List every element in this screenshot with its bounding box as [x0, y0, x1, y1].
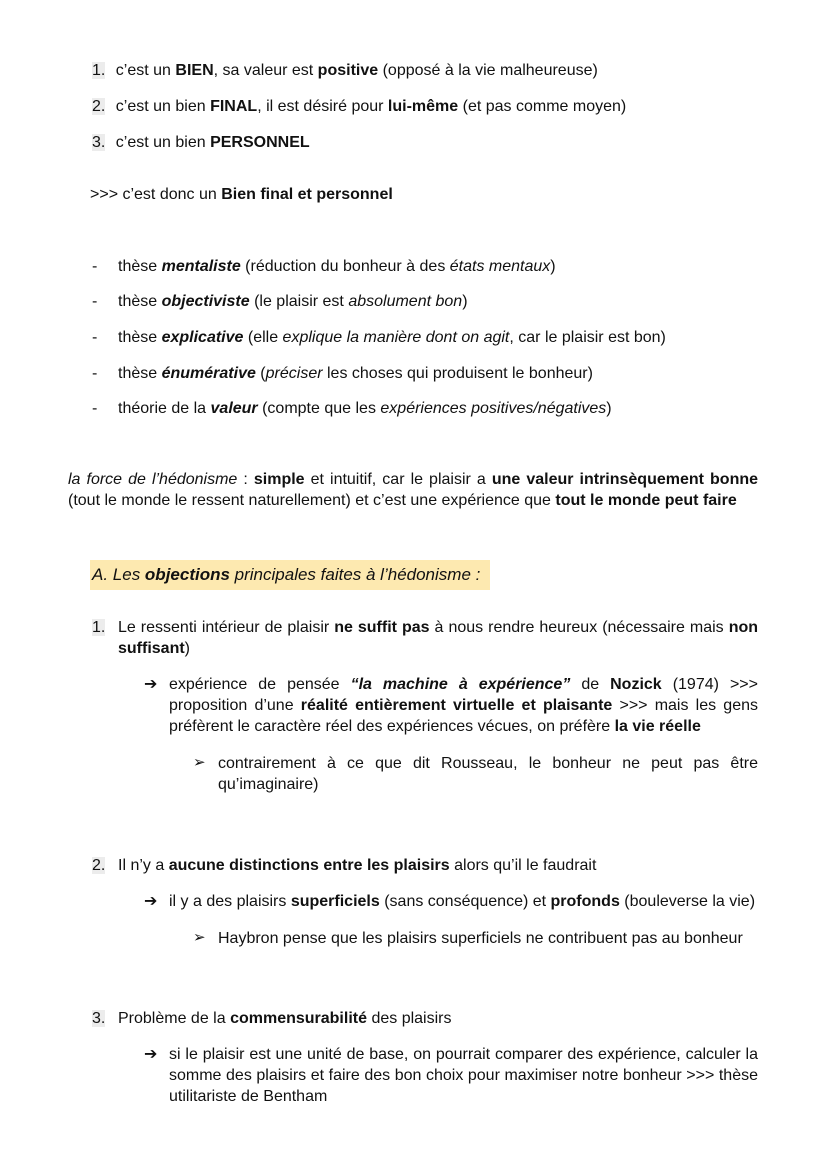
list-number: 3. — [92, 134, 106, 151]
conclusion-line: >>> c’est donc un Bien final et personnel — [90, 186, 393, 203]
list-number: 2. — [92, 98, 106, 115]
force-paragraph: la force de l’hédonisme : simple et intuitif, car le plaisir a une valeur intrinsèquement bonne (tout le monde le ressent naturellement) et c’est une expérience que tout le monde peut faire — [68, 471, 759, 509]
triangle-bullet-icon: ➢ — [193, 929, 206, 946]
objection-2-number: 2. — [92, 857, 106, 874]
dash-bullet: - — [92, 293, 98, 310]
arrow-right-icon: ➔ — [144, 676, 158, 693]
arrow-right-icon: ➔ — [144, 893, 158, 910]
thesis-item-2: - thèse objectiviste (le plaisir est absolument bon) — [92, 293, 468, 310]
section-heading: A. Les objections principales faites à l’hédonisme : — [90, 560, 490, 590]
dash-bullet: - — [92, 329, 98, 346]
feature-item-2: 2. c’est un bien FINAL, il est désiré pour lui-même (et pas comme moyen) — [92, 98, 627, 115]
objection-3-text: Problème de la commensurabilité des plaisirs — [118, 1010, 452, 1027]
objection-1-sub-text: contrairement à ce que dit Rousseau, le bonheur ne peut pas être qu’imaginaire) — [218, 755, 758, 793]
objection-1-text: Le ressenti intérieur de plaisir ne suffit pas à nous rendre heureux (nécessaire mais non suffisant) — [118, 619, 759, 657]
dash-bullet: - — [92, 365, 98, 382]
feature-item-1: 1. c’est un BIEN, sa valeur est positive (opposé à la vie malheureuse) — [92, 62, 598, 79]
objection-2-arrow-text: il y a des plaisirs superficiels (sans conséquence) et profonds (bouleverse la vie) — [169, 893, 756, 910]
feature-item-3: 3. c’est un bien PERSONNEL — [92, 134, 310, 151]
objection-2-text: Il n’y a aucune distinctions entre les plaisirs alors qu’il le faudrait — [118, 857, 597, 874]
thesis-item-5: - théorie de la valeur (compte que les expériences positives/négatives) — [92, 400, 612, 417]
dash-bullet: - — [92, 400, 98, 417]
arrow-right-icon: ➔ — [144, 1046, 158, 1063]
objection-1-number: 1. — [92, 619, 106, 636]
dash-bullet: - — [92, 258, 98, 275]
thesis-item-1: - thèse mentaliste (réduction du bonheur à des états mentaux) — [92, 258, 556, 275]
objection-3-number: 3. — [92, 1010, 106, 1027]
thesis-item-4: - thèse énumérative (préciser les choses qui produisent le bonheur) — [92, 365, 593, 382]
objection-1-arrow-text: expérience de pensée “la machine à expérience” de Nozick (1974) >>> proposition d’une réalité entièrement virtuelle et plaisante >>> mais les gens préfèrent le caractère réel des expériences vécues, on préfère la vie réelle — [169, 676, 759, 735]
list-number: 1. — [92, 62, 106, 79]
objection-3-arrow-text: si le plaisir est une unité de base, on pourrait comparer des expérience, calculer la somme des plaisirs et faire des bon choix pour maximiser notre bonheur >>> thèse utilitariste de Bentham — [169, 1046, 758, 1105]
triangle-bullet-icon: ➢ — [193, 754, 206, 771]
thesis-item-3: - thèse explicative (elle explique la manière dont on agit, car le plaisir est bon) — [92, 329, 666, 346]
objection-2-sub-text: Haybron pense que les plaisirs superficiels ne contribuent pas au bonheur — [218, 930, 743, 947]
